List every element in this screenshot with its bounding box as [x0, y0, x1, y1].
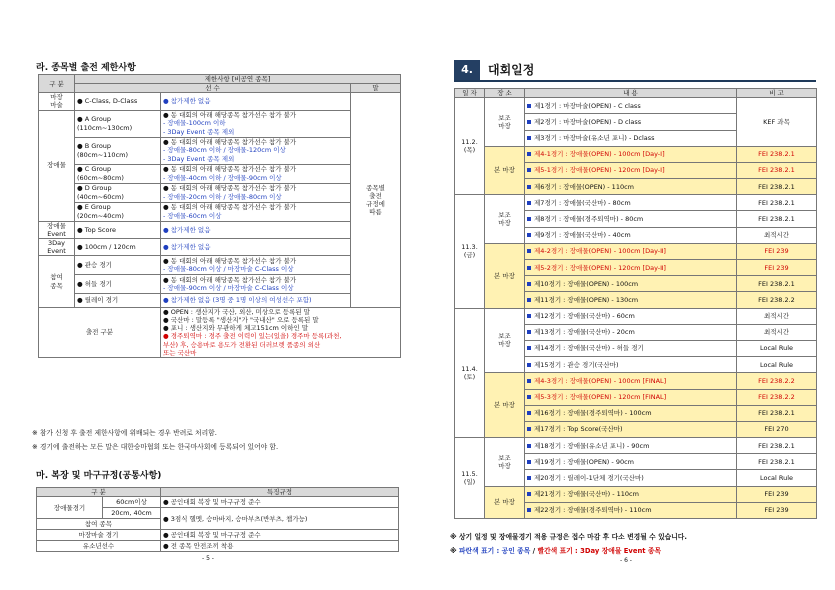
dress-category: 유소년선수: [37, 541, 161, 552]
schedule-event: [525, 324, 737, 340]
schedule-event: [525, 179, 737, 195]
bullet-square-icon: [527, 136, 531, 140]
event-text: 제15경기 : 관승 경기(국산마): [534, 360, 619, 369]
page-right: [418, 0, 835, 590]
bullet-square-icon: [527, 346, 531, 350]
row-item: ● 100cm / 120cm: [75, 238, 161, 255]
schedule-note: FEI 238.2.1: [737, 162, 817, 178]
schedule-place: 보조 마장: [485, 308, 525, 373]
schedule-place: 본 마장: [485, 486, 525, 518]
horse-note-line: 따름: [369, 208, 382, 217]
bullet-square-icon: [527, 330, 531, 334]
event-text: 제13경기 : 장애물(국산마) - 20cm: [534, 328, 635, 337]
bullet-square-icon: [527, 249, 531, 253]
entry-desc: [161, 308, 401, 358]
desc-line: - 장애물-20cm 이하 / 장애물-80cm 이상: [163, 192, 282, 201]
restriction-row: [39, 93, 401, 110]
page-number: - 5 -: [202, 555, 214, 562]
restriction-table: [38, 74, 401, 358]
bullet-square-icon: [527, 282, 531, 286]
bullet-square-icon: [527, 217, 531, 221]
schedule-event: [525, 486, 737, 502]
dress-rule: ● 공인대회 복장 및 마구규정 준수: [161, 530, 399, 541]
schedule-event: [525, 130, 737, 146]
row-item: ● C-Class, D-Class: [75, 93, 161, 110]
schedule-event: [525, 470, 737, 486]
legend-mark: ※: [450, 547, 457, 555]
desc-line: ● 동 대회의 아래 해당종목 참가선수 참가 불가: [163, 184, 297, 193]
col-note: 비 고: [737, 89, 817, 98]
event-text: 제19경기 : 장애물(OPEN) - 90cm: [534, 457, 634, 466]
row-category: 3Day Event: [39, 238, 75, 255]
bullet-square-icon: [527, 152, 531, 156]
event-text: 제17경기 : Top Score(국산마): [534, 425, 623, 434]
section-number: 4.: [454, 60, 480, 80]
bullet-square-icon: [527, 460, 531, 464]
schedule-note: 최적시간: [737, 324, 817, 340]
schedule-note: FEI 238.2.1: [737, 438, 817, 454]
restriction-row: [39, 275, 401, 294]
restriction-row: [39, 202, 401, 221]
schedule-date: 11.2. (목): [455, 98, 485, 195]
desc-line: - 장애물-60cm 이상: [163, 211, 222, 220]
dress-category: 마장마술 경기: [37, 530, 161, 541]
dress-rule: ● 전 종목 안전조끼 착용: [161, 541, 399, 552]
legend-sep: /: [532, 547, 536, 555]
desc-line: - 장애물-80cm 이상 / 마장마술 C-Class 이상: [163, 265, 294, 273]
row-desc: [161, 238, 351, 255]
dress-row: [37, 541, 399, 552]
entry-label: 출전 구분: [39, 308, 161, 358]
bullet-square-icon: [527, 363, 531, 367]
bullet-square-icon: [527, 314, 531, 318]
row-item: ● 허들 경기: [75, 275, 161, 294]
schedule-note: Local Rule: [737, 340, 817, 356]
schedule-event: [525, 357, 737, 373]
row-desc: [161, 202, 351, 221]
col-horse: 말: [351, 84, 401, 93]
schedule-note: ※ 상기 일정 및 장애물경기 적용 규정은 접수 마감 후 다소 변경될 수 있습니다.: [450, 533, 687, 541]
schedule-note: FEI 239: [737, 502, 817, 518]
bullet-square-icon: [527, 379, 531, 383]
row-desc: [161, 275, 351, 294]
row-desc: [161, 183, 351, 202]
desc-line: ● 동 대회의 아래 해당종목 참가선수 참가 불가: [163, 138, 297, 147]
desc-line: ● 동 대회의 아래 해당종목 참가선수 참가 불가: [163, 256, 297, 265]
restriction-row: [39, 110, 401, 137]
row-item: ● C Group (60cm~80cm): [75, 164, 161, 183]
desc-line: ● 참가제한 없음: [163, 225, 211, 234]
schedule-event: [525, 162, 737, 178]
desc-line: ● 참가제한 없음: [163, 97, 211, 106]
dress-category: 장애물경기: [37, 497, 103, 519]
bullet-square-icon: [527, 168, 531, 172]
event-text: 제5-2경기 : 장애물(OPEN) - 120cm [Day-Ⅱ]: [534, 263, 666, 272]
dress-row: [37, 530, 399, 541]
dress-table: [36, 487, 399, 552]
bullet-square-icon: [527, 395, 531, 399]
row-category: 장애물 Event: [39, 221, 75, 238]
schedule-date: 11.5. (일): [455, 438, 485, 519]
event-text: 제18경기 : 장애물(유소년 포니) - 90cm: [534, 441, 650, 450]
page-left: [0, 0, 417, 590]
schedule-event: [525, 502, 737, 518]
desc-line: ● 동 대회의 아래 해당종목 참가선수 참가 불가: [163, 165, 297, 174]
row-category: 참여 종목: [39, 256, 75, 308]
row-desc: [161, 164, 351, 183]
horse-note-line: 종목별: [366, 183, 385, 192]
row-category: 마장 마술: [39, 93, 75, 110]
schedule-event: [525, 292, 737, 308]
schedule-event: [525, 405, 737, 421]
schedule-note: FEI 238.2.1: [737, 146, 817, 162]
event-text: 제5-3경기 : 장애물(OPEN) - 120cm [FINAL]: [534, 393, 667, 402]
bullet-square-icon: [527, 233, 531, 237]
schedule-note: FEI 238.2.2: [737, 389, 817, 405]
event-text: 제7경기 : 장애물(국산마) - 80cm: [534, 198, 631, 207]
event-text: 제8경기 : 장애물(경주퇴역마) - 80cm: [534, 214, 644, 223]
event-text: 제16경기 : 장애물(경주퇴역마) - 100cm: [534, 409, 652, 418]
event-text: 제22경기 : 장애물(경주퇴역마) - 110cm: [534, 506, 652, 515]
schedule-event: [525, 243, 737, 259]
desc-line: - 3Day Event 종목 제외: [163, 154, 235, 163]
page-number: - 6 -: [620, 557, 632, 564]
section-title-schedule: 대회일정: [488, 63, 535, 77]
schedule-date: 11.3. (금): [455, 195, 485, 308]
event-text: 제20경기 : 릴레이-1단체 경기(국산마): [534, 473, 644, 482]
bullet-square-icon: [527, 266, 531, 270]
col-content: 내 용: [525, 89, 737, 98]
dress-rule: ● 3점식 헬멧, 승마바지, 승마부츠(반부츠, 챕가능): [161, 508, 399, 530]
schedule-row: [455, 98, 817, 114]
event-text: 제2경기 : 마장마술(OPEN) - D class: [534, 117, 642, 126]
event-text: 제11경기 : 장애물(OPEN) - 130cm: [534, 295, 639, 304]
row-desc: [161, 110, 351, 137]
row-desc: [161, 137, 351, 164]
restriction-row: [39, 238, 401, 255]
schedule-event: [525, 146, 737, 162]
schedule-note: KEF 과목: [737, 98, 817, 147]
desc-line: - 장애물-100cm 이하: [163, 119, 226, 128]
schedule-note: FEI 238.2.1: [737, 454, 817, 470]
schedule-note: Local Rule: [737, 357, 817, 373]
row-item: ● B Group (80cm~110cm): [75, 137, 161, 164]
desc-line: - 장애물-40cm 이하 / 장애물-90cm 이상: [163, 173, 282, 182]
desc-line: - 장애물-90cm 이상 / 마장마술 C-Class 이상: [163, 284, 294, 292]
bullet-square-icon: [527, 104, 531, 108]
col-place: 장 소: [485, 89, 525, 98]
restriction-row: [39, 294, 401, 308]
legend-blue: 파란색 표기 : 공인 종목: [458, 547, 531, 555]
section-title-dress: 마. 복장 및 마구규정(공통사항): [36, 471, 162, 481]
schedule-event: [525, 389, 737, 405]
desc-line: ● 참가제한 없음: [163, 242, 211, 251]
restriction-row: [39, 137, 401, 164]
note-1: ※ 참가 신청 후 출전 제한사항에 위배되는 경우 반려로 처리함.: [32, 429, 217, 437]
schedule-note: FEI 238.2.1: [737, 195, 817, 211]
event-text: 제6경기 : 장애물(OPEN) - 110cm: [534, 182, 634, 191]
schedule-row: [455, 146, 817, 162]
restriction-row: [39, 221, 401, 238]
schedule-note: 최적시간: [737, 227, 817, 243]
schedule-row: [455, 195, 817, 211]
desc-line: - 장애물-80cm 이하 / 장애물-120cm 이상: [163, 146, 286, 155]
section-header: [454, 60, 816, 82]
schedule-note: FEI 270: [737, 421, 817, 437]
row-item: ● 관승 경기: [75, 256, 161, 275]
bullet-square-icon: [527, 120, 531, 124]
entry-line: 또는 국산마: [163, 348, 197, 357]
schedule-note: FEI 239: [737, 486, 817, 502]
bullet-square-icon: [527, 476, 531, 480]
horse-note-line: 규정에: [366, 200, 385, 209]
entry-line: ● 경주퇴역마 : 경주 출전 이력이 있는(있을) 경주마 등록(과천,: [163, 332, 342, 341]
event-text: 제9경기 : 장애물(국산마) - 40cm: [534, 231, 631, 240]
desc-line: ● 동 대회의 아래 해당종목 참가선수 참가 불가: [163, 275, 297, 284]
schedule-note: FEI 238.2.2: [737, 373, 817, 389]
event-text: 제14경기 : 장애물(국산마) - 허들 경기: [534, 344, 644, 353]
event-text: 제1경기 : 마장마술(OPEN) - C class: [534, 101, 641, 110]
dress-category: 참여 종목: [37, 519, 161, 530]
event-text: 제4-3경기 : 장애물(OPEN) - 100cm [FINAL]: [534, 376, 667, 385]
schedule-event: [525, 260, 737, 276]
desc-line: - 3Day Event 종목 제외: [163, 127, 235, 136]
row-item: ● D Group (40cm~60cm): [75, 183, 161, 202]
desc-line: ● 동 대회의 아래 해당종목 참가선수 참가 불가: [163, 203, 297, 212]
schedule-event: [525, 114, 737, 130]
row-item: ● E Group (20cm~40cm): [75, 202, 161, 221]
schedule-note: FEI 238.2.1: [737, 179, 817, 195]
row-item: ● Top Score: [75, 221, 161, 238]
horse-note: [351, 93, 401, 308]
color-legend: [450, 545, 661, 555]
schedule-event: [525, 454, 737, 470]
schedule-event: [525, 195, 737, 211]
schedule-event: [525, 373, 737, 389]
dress-sub: 60cm이상: [103, 497, 161, 508]
event-text: 제12경기 : 장애물(국산마) - 60cm: [534, 312, 635, 321]
bullet-square-icon: [527, 508, 531, 512]
schedule-event: [525, 421, 737, 437]
row-item: ● A Group (110cm~130cm): [75, 110, 161, 137]
dress-col-category: 구 분: [37, 488, 161, 497]
schedule-place: 본 마장: [485, 146, 525, 195]
schedule-row: [455, 438, 817, 454]
schedule-event: [525, 438, 737, 454]
schedule-note: FEI 238.2.2: [737, 292, 817, 308]
schedule-event: [525, 308, 737, 324]
event-text: 제5-1경기 : 장애물(OPEN) - 120cm [Day-Ⅰ]: [534, 166, 665, 175]
bullet-square-icon: [527, 185, 531, 189]
col-date: 일 자: [455, 89, 485, 98]
schedule-place: 본 마장: [485, 243, 525, 308]
entry-line: ● OPEN : 생산지가 국산, 외산, 미상으로 등록된 말: [163, 308, 310, 316]
restriction-row: [39, 183, 401, 202]
col-rider: 선 수: [75, 84, 351, 93]
entry-row: [39, 308, 401, 358]
entry-line: 부산) 후, 승용마로 용도가 전환된 더러브렛 품종의 외산: [163, 340, 321, 349]
row-category: 장애물: [39, 110, 75, 221]
bullet-square-icon: [527, 492, 531, 496]
schedule-note: FEI 238.2.1: [737, 211, 817, 227]
dress-row: [37, 497, 399, 508]
bullet-square-icon: [527, 444, 531, 448]
bullet-square-icon: [527, 201, 531, 205]
schedule-note: FEI 238.2.1: [737, 405, 817, 421]
schedule-place: 보조 마장: [485, 98, 525, 147]
schedule-note: FEI 239: [737, 243, 817, 259]
row-desc: [161, 221, 351, 238]
note-2: ※ 경기에 출전하는 모든 말은 대한승마협회 또는 한국마사회에 등록되어 있어야 함.: [32, 443, 279, 451]
desc-line: ● 참가제한 없음 (3명 중 1명 이상의 여성선수 포함): [163, 296, 312, 305]
entry-line: ● 국산마 : 말등록 "생산지"가 "국내산" 으로 등록된 말: [163, 316, 319, 325]
dress-sub: 20cm, 40cm: [103, 508, 161, 519]
schedule-event: [525, 276, 737, 292]
schedule-note: Local Rule: [737, 470, 817, 486]
row-item: ● 릴레이 경기: [75, 294, 161, 308]
schedule-event: [525, 340, 737, 356]
horse-note-line: 출전: [369, 192, 382, 200]
event-text: 제4-1경기 : 장애물(OPEN) - 100cm [Day-Ⅰ]: [534, 150, 665, 159]
schedule-note: FEI 239: [737, 260, 817, 276]
event-text: 제3경기 : 마장마술(유소년 포니) - Dclass: [534, 134, 655, 143]
schedule-date: 11.4. (토): [455, 308, 485, 438]
schedule-note: FEI 238.2.1: [737, 276, 817, 292]
dress-rule: ● 공인대회 복장 및 마구규정 준수: [161, 497, 399, 508]
entry-line: ● 포니 : 생산지와 무관하게 체고151cm 이하인 말: [163, 324, 309, 333]
bullet-square-icon: [527, 298, 531, 302]
schedule-place: 보조 마장: [485, 438, 525, 487]
row-desc: [161, 256, 351, 275]
row-desc: [161, 294, 351, 308]
schedule-table: [454, 88, 817, 519]
schedule-note: 최적시간: [737, 308, 817, 324]
schedule-row: [455, 308, 817, 324]
bullet-square-icon: [527, 411, 531, 415]
schedule-event: [525, 227, 737, 243]
event-text: 제21경기 : 장애물(국산마) - 110cm: [534, 490, 639, 499]
schedule-place: 보조 마장: [485, 195, 525, 244]
schedule-event: [525, 98, 737, 114]
restriction-row: [39, 164, 401, 183]
schedule-row: [455, 486, 817, 502]
bullet-square-icon: [527, 427, 531, 431]
legend-red: 빨간색 표기 : 3Day 장애물 Event 종목: [537, 547, 662, 555]
event-text: 제10경기 : 장애물(OPEN) - 100cm: [534, 279, 639, 288]
desc-line: ● 동 대회의 아래 해당종목 참가선수 참가 불가: [163, 111, 297, 120]
event-text: 제4-2경기 : 장애물(OPEN) - 100cm [Day-Ⅱ]: [534, 247, 666, 256]
col-category: 구 분: [39, 75, 75, 93]
schedule-row: [455, 373, 817, 389]
schedule-row: [455, 243, 817, 259]
section-title-restrictions: 라. 종목별 출전 제한사항: [36, 63, 136, 73]
dress-col-rule: 특징규정: [161, 488, 399, 497]
restriction-row: [39, 256, 401, 275]
row-desc: [161, 93, 351, 110]
col-restriction: 제한사항 [비공연 종목]: [75, 75, 401, 84]
schedule-event: [525, 211, 737, 227]
schedule-place: 본 마장: [485, 373, 525, 438]
